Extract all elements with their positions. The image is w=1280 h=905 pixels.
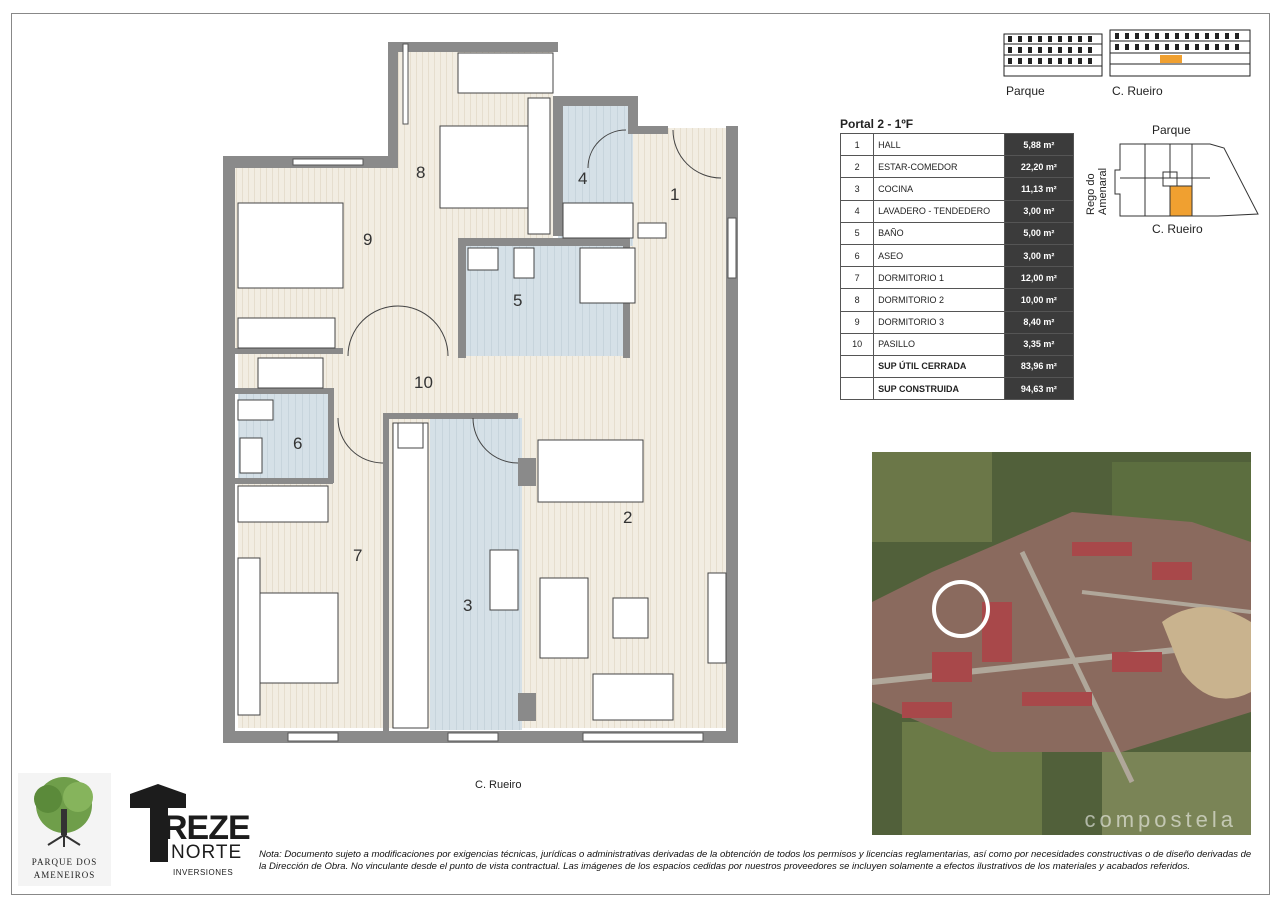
table-cell-value: 3,35 m² [1004, 333, 1073, 355]
table-cell-name: DORMITORIO 1 [874, 267, 1005, 289]
table-cell-value: 5,88 m² [1004, 134, 1073, 156]
table-total-row [841, 378, 1074, 400]
table-cell-num: 8 [841, 289, 874, 311]
table-title: Portal 2 - 1ºF [840, 117, 914, 131]
key-plan [1100, 120, 1262, 224]
table-cell-num: 10 [841, 333, 874, 355]
room-8-label: 8 [416, 163, 426, 182]
table-cell-name: PASILLO [874, 333, 1005, 355]
table-cell-value: 12,00 m² [1004, 267, 1073, 289]
table-cell-value: 11,13 m² [1004, 178, 1073, 200]
floor-plan [218, 38, 742, 750]
table-cell-value: 5,00 m² [1004, 222, 1073, 244]
areas-table [840, 133, 1074, 400]
table-cell-value: 22,20 m² [1004, 156, 1073, 178]
table-cell-name: ASEO [874, 244, 1005, 266]
table-total-value: 83,96 m² [1004, 355, 1073, 377]
room-2-label: 2 [623, 508, 633, 527]
treze-word: REZE [163, 809, 250, 847]
table-cell-name: BAÑO [874, 222, 1005, 244]
keyplan-bottom-label: C. Rueiro [1152, 222, 1203, 236]
table-row [841, 267, 1074, 289]
table-cell-value: 8,40 m² [1004, 311, 1073, 333]
table-cell-num: 5 [841, 222, 874, 244]
table-row [841, 289, 1074, 311]
building-elevation [1000, 24, 1255, 80]
pdm-line2: AMENEIROS [33, 870, 96, 880]
legal-note: Nota: Documento sujeto a modificaciones por exigencias técnicas, jurídicas o administrativas derivadas de la obtención de todos los permisos y licencias reglamentarias, así como por necesidades constructivas o de diseño derivadas de la Dirección de Obra. No vinculante desde el punto de vista contractual. Las imágenes de los espacios cedidas por nuestros proveedores se incluyen solamente a efectos ilustrativos de los materiales y acabados referidos. [259, 849, 1252, 872]
table-cell-num: 4 [841, 200, 874, 222]
table-total-name: SUP CONSTRUIDA [874, 378, 1005, 400]
parque-dos-ameneiros-logo [18, 773, 111, 886]
table-row [841, 200, 1074, 222]
table-row [841, 333, 1074, 355]
elevation-right-label: C. Rueiro [1112, 84, 1163, 98]
table-row [841, 178, 1074, 200]
room-5-label: 5 [513, 291, 523, 310]
room-1-label: 1 [670, 185, 680, 204]
room-6-label: 6 [293, 434, 303, 453]
treze-norte-word: NORTE [171, 842, 243, 863]
highlighted-unit [1160, 55, 1182, 63]
keyplan-side-label-1: Rego do [1085, 173, 1097, 215]
table-cell-value: 3,00 m² [1004, 200, 1073, 222]
keyplan-top-label: Parque [1152, 123, 1191, 137]
table-cell-value: 3,00 m² [1004, 244, 1073, 266]
table-cell-name: DORMITORIO 2 [874, 289, 1005, 311]
table-cell-name: ESTAR-COMEDOR [874, 156, 1005, 178]
table-total-name: SUP ÚTIL CERRADA [874, 355, 1005, 377]
room-4-label: 4 [578, 169, 588, 188]
table-total-row [841, 355, 1074, 377]
aerial-map-image [872, 452, 1251, 835]
table-cell-name: HALL [874, 134, 1005, 156]
room-9-label: 9 [363, 230, 373, 249]
elevation-left-label: Parque [1006, 84, 1045, 98]
table-row [841, 156, 1074, 178]
table-cell-num: 7 [841, 267, 874, 289]
table-cell-num: 1 [841, 134, 874, 156]
table-total-value: 94,63 m² [1004, 378, 1073, 400]
table-cell-value: 10,00 m² [1004, 289, 1073, 311]
treze-norte-logo [128, 782, 250, 882]
table-cell-empty [841, 378, 874, 400]
keyplan-side-label-2: Amenaral [1097, 167, 1109, 215]
table-cell-name: DORMITORIO 3 [874, 311, 1005, 333]
room-7-label: 7 [353, 546, 363, 565]
table-cell-num: 3 [841, 178, 874, 200]
table-cell-num: 9 [841, 311, 874, 333]
room-10-label: 10 [414, 373, 433, 392]
table-row [841, 134, 1074, 156]
tree-icon [18, 773, 111, 853]
table-row [841, 244, 1074, 266]
keyplan-highlight [1170, 186, 1192, 216]
map-watermark: compostela [1084, 807, 1237, 832]
table-cell-empty [841, 355, 874, 377]
treze-inversiones-word: INVERSIONES [173, 868, 234, 877]
table-cell-num: 6 [841, 244, 874, 266]
street-label-bottom: C. Rueiro [475, 779, 522, 791]
table-row [841, 311, 1074, 333]
table-row [841, 222, 1074, 244]
table-cell-name: COCINA [874, 178, 1005, 200]
table-cell-name: LAVADERO - TENDEDERO [874, 200, 1005, 222]
pdm-line1: PARQUE DOS [31, 857, 98, 867]
aerial-map [872, 452, 1251, 835]
table-cell-num: 2 [841, 156, 874, 178]
room-3-label: 3 [463, 596, 473, 615]
